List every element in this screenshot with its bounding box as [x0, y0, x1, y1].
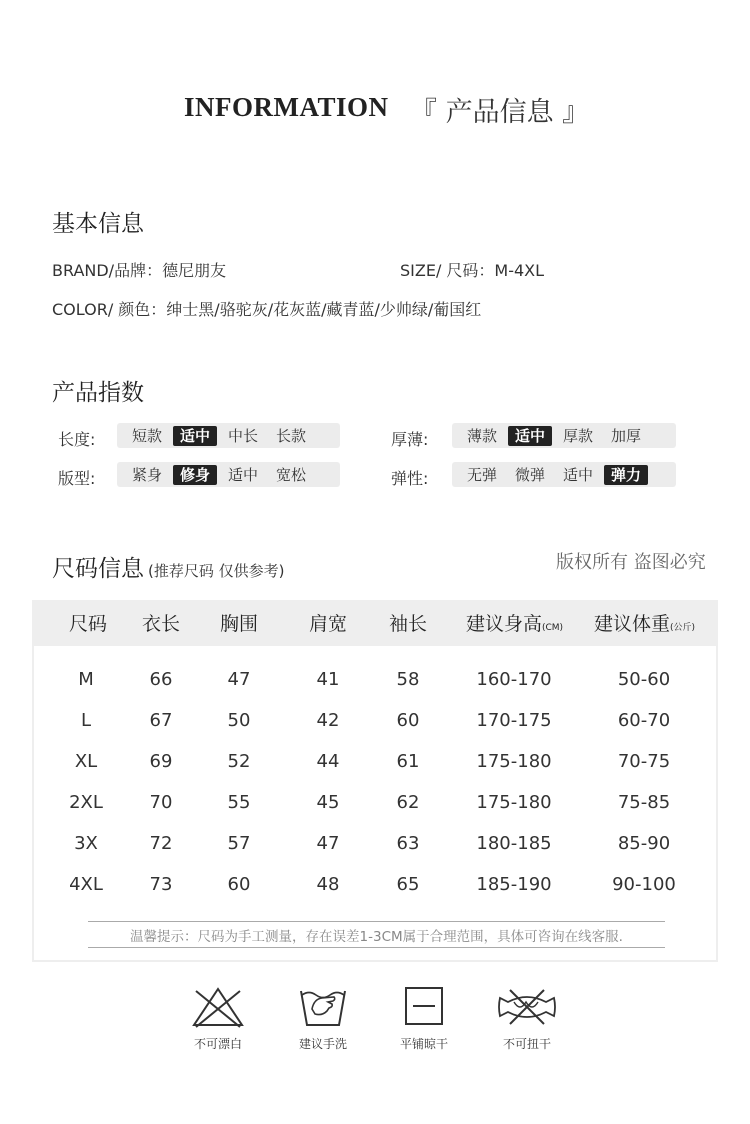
table-cell: 47	[227, 669, 251, 690]
table-cell: 75-85	[617, 792, 671, 813]
column-header-weight	[587, 602, 702, 646]
page-title-cn: 『 产品信息 』	[410, 97, 590, 128]
thickness-option-selected: 适中	[508, 426, 552, 446]
table-cell: 72	[149, 833, 173, 854]
elasticity-option: 适中	[563, 465, 594, 484]
column-header-label: 建议体重	[593, 613, 670, 635]
table-cell: 170-175	[476, 710, 552, 731]
brand-line: BRAND/品牌：德尼朋友	[52, 261, 227, 280]
size-info-heading	[52, 550, 284, 583]
no-bleach-icon	[190, 985, 246, 1029]
care-label: 平铺晾干	[399, 1037, 448, 1051]
table-cell: 60	[227, 874, 251, 895]
size-cell: 3X	[74, 833, 98, 854]
care-label: 不可漂白	[193, 1037, 242, 1051]
fit-label: 版型:	[58, 469, 96, 488]
size-table	[32, 600, 718, 962]
table-cell: 55	[227, 792, 251, 813]
thickness-label: 厚薄:	[391, 430, 429, 449]
size-info-note: (推荐尺码 仅供参考)	[148, 562, 285, 580]
size-cell: M	[78, 669, 94, 690]
table-cell: 52	[227, 751, 251, 772]
hand-wash-icon	[298, 985, 348, 1029]
care-label: 不可扭干	[502, 1037, 551, 1051]
table-cell: 160-170	[476, 669, 552, 690]
fit-index-bar	[117, 462, 340, 487]
thickness-option: 薄款	[467, 426, 498, 445]
tip-divider-top	[88, 921, 665, 922]
table-cell: 62	[396, 792, 420, 813]
page-title-en: INFORMATION	[184, 92, 389, 122]
elasticity-option: 无弹	[467, 465, 498, 484]
table-cell: 90-100	[612, 874, 676, 895]
fit-option: 适中	[228, 465, 259, 484]
table-cell: 175-180	[476, 792, 552, 813]
size-tip: 温馨提示：尺码为手工测量，存在误差1-3CM属于合理范围，具体可咨询在线客服.	[130, 929, 623, 945]
fit-option-selected: 修身	[173, 465, 217, 485]
no-wring-icon	[496, 988, 558, 1026]
size-cell: 4XL	[69, 874, 103, 895]
table-cell: 60	[396, 710, 420, 731]
tip-divider-bottom	[88, 947, 665, 948]
care-label: 建议手洗	[298, 1037, 347, 1051]
table-cell: 85-90	[617, 833, 671, 854]
fit-option: 宽松	[276, 465, 307, 484]
size-cell: L	[80, 710, 92, 731]
color-line: COLOR/ 颜色：绅士黑/骆驼灰/花灰蓝/藏青蓝/少帅绿/葡国红	[52, 300, 482, 319]
basic-info-heading: 基本信息	[52, 211, 144, 237]
table-cell: 57	[227, 833, 251, 854]
size-range-line: SIZE/ 尺码：M-4XL	[400, 261, 545, 280]
table-cell: 70	[149, 792, 173, 813]
size-info-title: 尺码信息	[52, 556, 144, 582]
copyright-notice: 版权所有 盗图必究	[556, 552, 706, 573]
length-option: 中长	[228, 426, 259, 445]
table-cell: 180-185	[476, 833, 552, 854]
table-cell: 63	[396, 833, 420, 854]
length-index-bar	[117, 423, 340, 448]
table-cell: 65	[396, 874, 420, 895]
table-cell: 50	[227, 710, 251, 731]
elasticity-label: 弹性:	[391, 469, 429, 488]
table-cell: 50-60	[617, 669, 671, 690]
table-cell: 61	[396, 751, 420, 772]
size-table-header	[34, 602, 716, 646]
column-header: 尺码	[68, 613, 107, 635]
elasticity-option: 微弹	[515, 465, 546, 484]
column-header-height	[457, 602, 572, 646]
table-cell: 47	[316, 833, 340, 854]
column-header: 衣长	[141, 613, 180, 635]
length-option-selected: 适中	[173, 426, 217, 446]
dry-flat-icon	[404, 986, 444, 1026]
table-cell: 185-190	[476, 874, 552, 895]
column-unit: (公斤)	[669, 623, 696, 633]
column-unit: (CM)	[541, 623, 564, 633]
table-cell: 66	[149, 669, 173, 690]
table-cell: 60-70	[617, 710, 671, 731]
column-header: 袖长	[388, 613, 427, 635]
column-header: 胸围	[219, 613, 258, 635]
length-option: 短款	[132, 426, 163, 445]
table-cell: 58	[396, 669, 420, 690]
table-cell: 175-180	[476, 751, 552, 772]
table-cell: 44	[316, 751, 340, 772]
elasticity-index-bar	[452, 462, 676, 487]
length-option: 长款	[276, 426, 307, 445]
table-cell: 70-75	[617, 751, 671, 772]
product-index-heading: 产品指数	[52, 380, 144, 406]
size-cell: 2XL	[69, 792, 103, 813]
table-cell: 67	[149, 710, 173, 731]
table-cell: 45	[316, 792, 340, 813]
fit-option: 紧身	[132, 465, 163, 484]
thickness-index-bar	[452, 423, 676, 448]
column-header-label: 建议身高	[465, 613, 542, 635]
thickness-option: 加厚	[611, 426, 642, 445]
table-cell: 48	[316, 874, 340, 895]
table-cell: 41	[316, 669, 340, 690]
length-label: 长度:	[58, 430, 96, 449]
size-cell: XL	[74, 751, 98, 772]
column-header: 肩宽	[308, 613, 347, 635]
table-cell: 69	[149, 751, 173, 772]
elasticity-option-selected: 弹力	[604, 465, 648, 485]
table-cell: 42	[316, 710, 340, 731]
table-cell: 73	[149, 874, 173, 895]
thickness-option: 厚款	[563, 426, 594, 445]
